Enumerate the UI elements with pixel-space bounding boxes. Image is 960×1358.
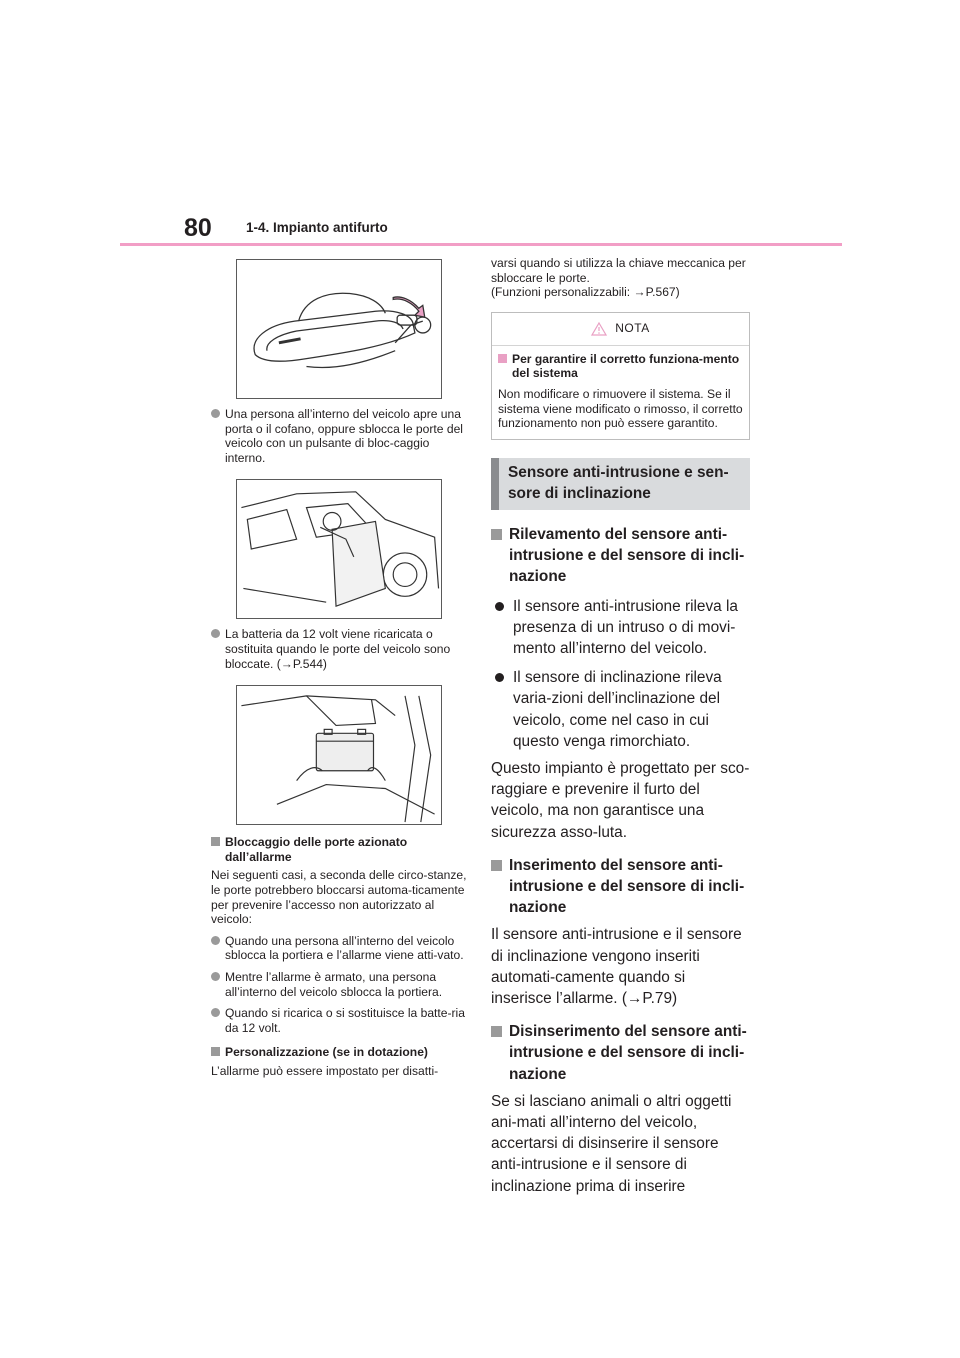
list-item: Una persona all’interno del veicolo apre una porta o il cofano, oppure sblocca le porte del veicolo con un pulsante di bloc-caggio interno. [211,407,468,465]
square-bullet-icon [211,1047,220,1056]
bullet-icon [495,673,504,682]
car-door-open-illustration [236,479,442,619]
left-column [211,259,468,1078]
nota-label: NOTA [615,321,650,336]
list-item: Quando si ricarica o si sostituisce la batte-ria da 12 volt. [211,1006,468,1035]
square-bullet-icon [498,354,507,363]
paragraph: Questo impianto è progettato per sco-raggiare e prevenire il furto del veicolo, ma non garantisce una sicurezza asso-luta. [491,759,750,841]
section-title: Sensore anti-intrusione e sen-sore di inclinazione [491,458,750,510]
paragraph: Nei seguenti casi, a seconda delle circo-stanze, le porte potrebbero bloccarsi automa-ticamente per prevenire l’accesso non autorizzato al veicolo: [211,868,467,927]
subsection-heading: Personalizzazione (se in dotazione) [211,1045,468,1060]
subsection-heading: Bloccaggio delle porte azionato dall’allarme [211,835,468,864]
subsection-heading: Inserimento del sensore anti-intrusione e del sensore di incli-nazione [491,855,750,919]
page-number: 80 [184,214,212,242]
list-item: Il sensore anti-intrusione rileva la presenza di un intruso o di movi-mento all’interno del veicolo. [491,596,750,660]
paragraph: Il sensore anti-intrusione e il sensore di inclinazione vengono inseriti automati-camente quando si inserisce l’allarme. (→P.79) [491,926,742,1007]
square-bullet-icon [491,529,502,540]
door-handle-key-illustration [236,259,442,399]
square-bullet-icon [211,837,220,846]
list-item: Mentre l’allarme è armato, una persona all’interno del veicolo sblocca la portiera. [211,970,468,999]
nota-header [492,313,749,346]
square-bullet-icon [491,1026,502,1037]
list-item: Quando una persona all’interno del veicolo sblocca la portiera e l’allarme viene atti-vato. [211,934,468,963]
nota-title: Per garantire il corretto funziona-mento del sistema [498,352,743,381]
bullet-icon [211,936,220,945]
list-item: Il sensore di inclinazione rileva varia-zioni dell’inclinazione del veicolo, come nel caso in cui questo venga rimorchiato. [491,667,750,752]
bullet-icon [211,1008,220,1017]
subsection-heading: Disinserimento del sensore anti-intrusione e del sensore di incli-nazione [491,1021,750,1085]
header-rule [120,243,842,246]
square-bullet-icon [491,860,502,871]
paragraph: varsi quando si utilizza la chiave meccanica per sbloccare le porte. [491,256,746,285]
paragraph: Se si lasciano animali o altri oggetti ani-mati all’interno del veicolo, accertarsi di disinserire il sensore anti-intrusione e il sensore di inclinazione prima di inserire [491,1092,732,1195]
nota-box [491,312,750,440]
battery-replacement-illustration [236,685,442,825]
subsection-heading: Rilevamento del sensore anti-intrusione e del sensore di incli-nazione [491,524,750,588]
right-column [491,256,750,1197]
bullet-icon [211,972,220,981]
bullet-icon [495,602,504,611]
bullet-icon [211,409,220,418]
nota-body-text: Non modificare o rimuovere il sistema. Se il sistema viene modificato o rimosso, il corretto funzionamento non può essere garantito. [498,386,743,431]
list-item: La batteria da 12 volt viene ricaricata o sostituita quando le porte del veicolo sono bloccate. (→P.544) [211,627,468,671]
bullet-icon [211,629,220,638]
section-header: 1-4. Impianto antifurto [246,220,388,235]
paragraph: L’allarme può essere impostato per disatti- [211,1063,439,1078]
warning-icon [591,322,607,336]
cross-reference: (Funzioni personalizzabili: →P.567) [491,285,680,300]
